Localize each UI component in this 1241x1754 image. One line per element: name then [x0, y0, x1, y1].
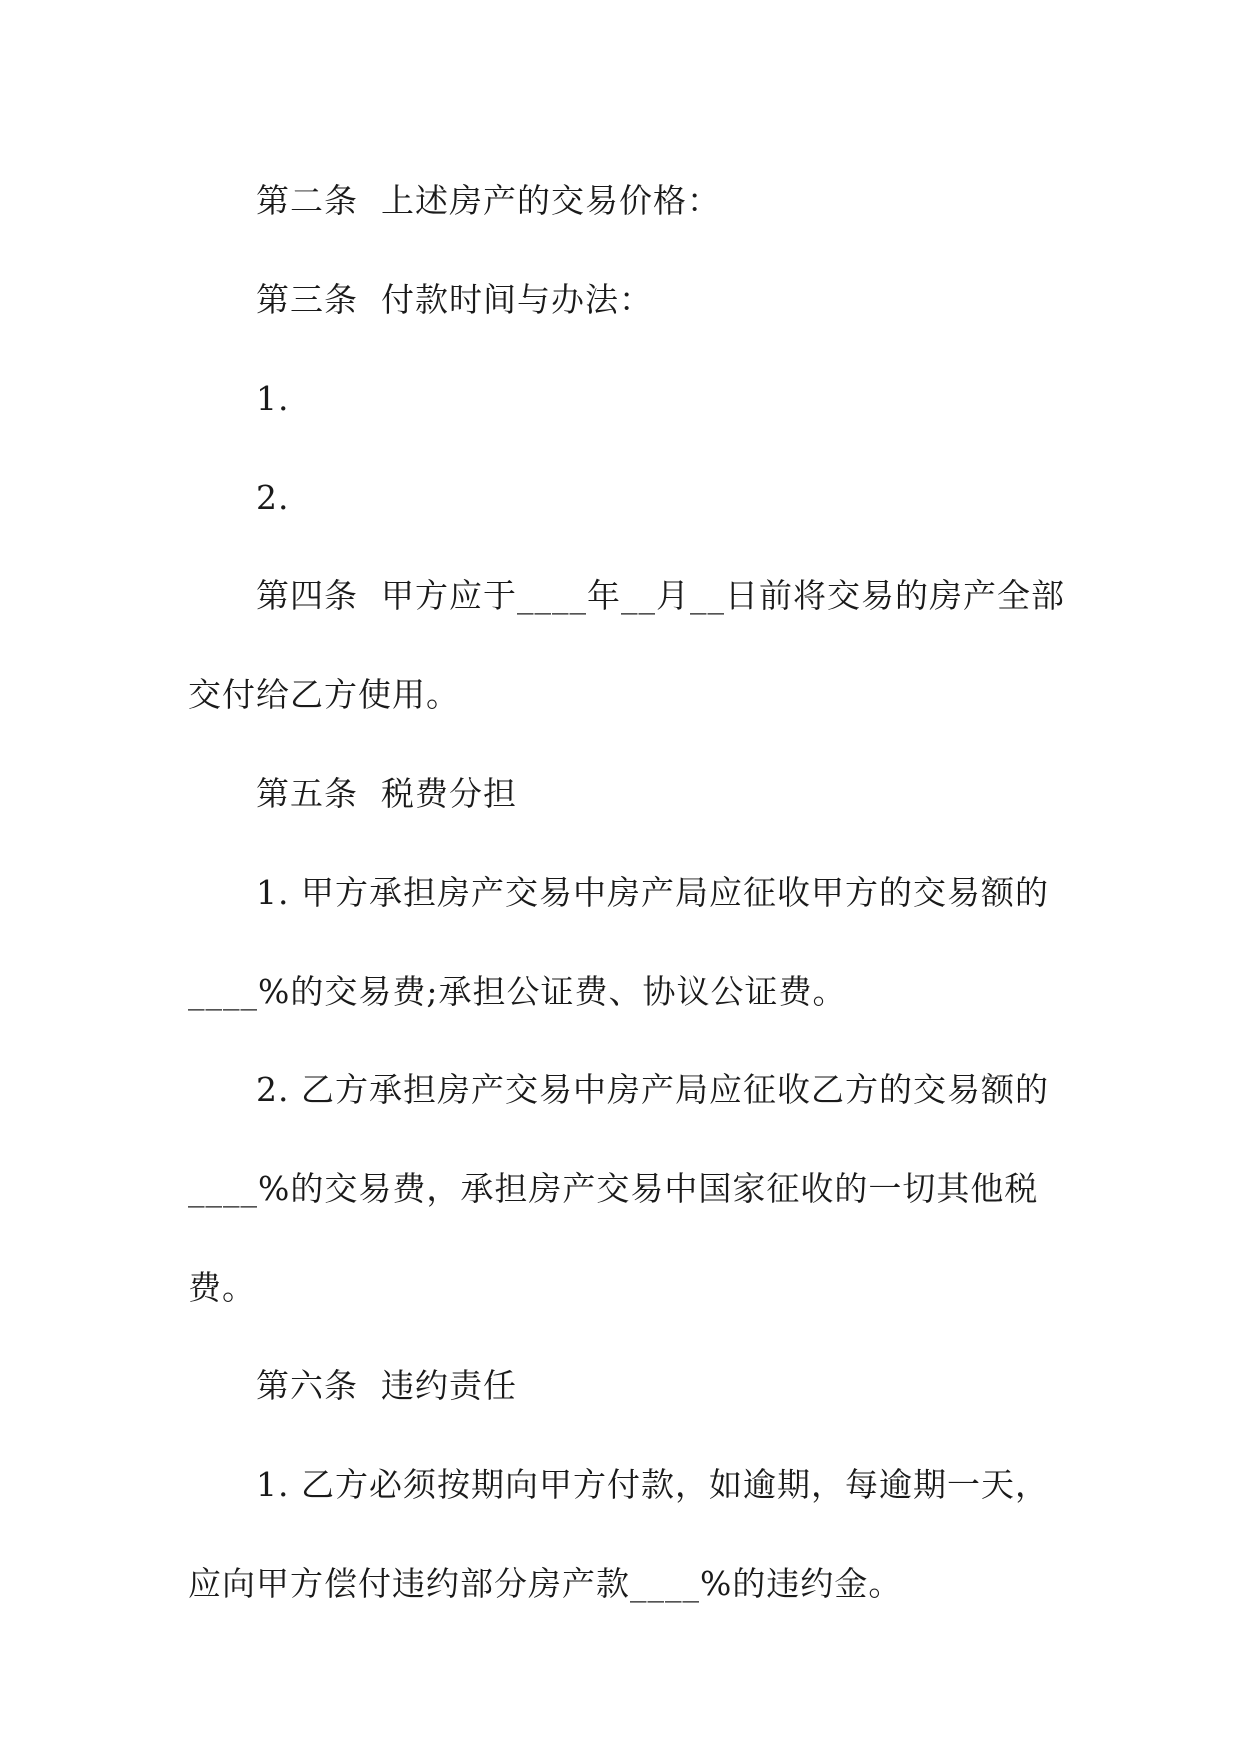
article-3-payment: 第三条 付款时间与办法：	[256, 280, 653, 319]
tax-item-1: 1. 甲方承担房产交易中房产局应征收甲方的交易额的	[256, 873, 1049, 912]
tax-item-2: 2. 乙方承担房产交易中房产局应征收乙方的交易额的	[256, 1070, 1049, 1109]
article-6-liability: 第六条 违约责任	[256, 1366, 517, 1405]
tax-item-2-cont: ____%的交易费，承担房产交易中国家征收的一切其他税	[188, 1169, 1039, 1208]
article-4-delivery: 第四条 甲方应于____年__月__日前将交易的房产全部	[256, 576, 1065, 615]
liability-item-1: 1. 乙方必须按期向甲方付款，如逾期，每逾期一天，	[256, 1465, 1049, 1504]
article-5-taxes: 第五条 税费分担	[256, 774, 517, 813]
tax-item-1-cont: ____%的交易费;承担公证费、协议公证费。	[188, 972, 847, 1011]
article-4-delivery-cont: 交付给乙方使用。	[188, 675, 460, 714]
tax-item-2-cont-2: 费。	[188, 1268, 256, 1307]
payment-item-1: 1.	[256, 379, 290, 418]
article-2-price: 第二条 上述房产的交易价格：	[256, 181, 721, 220]
payment-item-2: 2.	[256, 478, 290, 517]
liability-item-1-cont: 应向甲方偿付违约部分房产款____%的违约金。	[188, 1564, 903, 1603]
